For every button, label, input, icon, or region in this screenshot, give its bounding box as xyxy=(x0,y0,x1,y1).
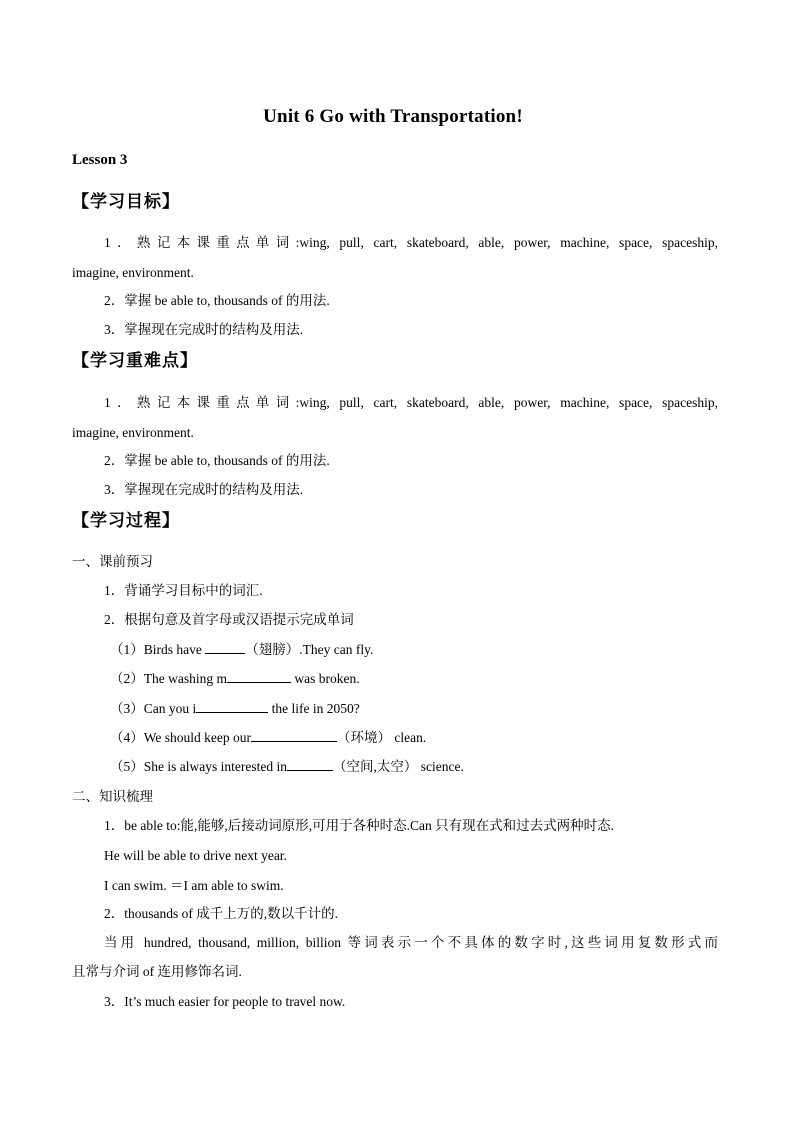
question-2-after: was broken. xyxy=(291,671,360,686)
part1-title: 一、课前预习 xyxy=(72,554,153,569)
part2-title: 二、知识梳理 xyxy=(72,789,153,804)
page-title: Unit 6 Go with Transportation! xyxy=(263,106,523,127)
question-4-blank[interactable] xyxy=(251,728,337,742)
question-4-after: （环境） clean. xyxy=(337,730,427,745)
question-5-after: （空间,太空） science. xyxy=(332,759,464,774)
keypoints-item-2: 2．掌握 be able to, thousands of 的用法. xyxy=(104,453,330,468)
question-2-blank[interactable] xyxy=(227,669,291,683)
question-4 xyxy=(110,728,426,748)
section-heading-goals: 【学习目标】 xyxy=(72,192,180,211)
keypoints-item-3: 3．掌握现在完成时的结构及用法. xyxy=(104,482,304,497)
goals-item-1-line-2: imagine, environment. xyxy=(72,265,194,280)
section-heading-keypoints: 【学习重难点】 xyxy=(72,351,198,370)
question-2 xyxy=(110,669,360,689)
goals-item-1-line-1: 1．熟记本课重点单词:wing, pull, cart, skateboard, able, power, machine, space, spaceship, xyxy=(104,235,718,250)
part1-item-2: 2．根据句意及首字母或汉语提示完成单词 xyxy=(104,612,354,627)
question-3-before: （3）Can you i xyxy=(110,701,197,716)
knowledge-2-note-line-1: 当用 hundred, thousand, million, billion 等词表示一个不具体的数字时,这些词用复数形式而 xyxy=(104,935,718,950)
knowledge-1: 1．be able to:能,能够,后接动词原形,可用于各种时态.Can 只有现在式和过去式两种时态. xyxy=(104,818,614,833)
keypoints-item-1-line-2: imagine, environment. xyxy=(72,425,194,440)
question-3-after: the life in 2050? xyxy=(268,701,360,716)
question-1-after: （翅膀）.They can fly. xyxy=(245,642,374,657)
lesson-label: Lesson 3 xyxy=(72,152,128,168)
knowledge-1-example-2: I can swim. ＝I am able to swim. xyxy=(104,878,284,893)
question-1 xyxy=(110,640,373,660)
knowledge-2: 2．thousands of 成千上万的,数以千计的. xyxy=(104,906,338,921)
knowledge-1-example-1: He will be able to drive next year. xyxy=(104,848,287,863)
knowledge-3: 3．It’s much easier for people to travel now. xyxy=(104,994,346,1009)
goals-item-2: 2．掌握 be able to, thousands of 的用法. xyxy=(104,293,330,308)
question-1-blank[interactable] xyxy=(205,640,245,654)
question-5-before: （5）She is always interested in xyxy=(110,759,287,774)
question-1-before: （1）Birds have xyxy=(110,642,206,657)
question-3-blank[interactable] xyxy=(196,699,268,713)
knowledge-2-note-line-2: 且常与介词 of 连用修饰名词. xyxy=(72,964,242,979)
question-5 xyxy=(110,757,464,777)
section-heading-process: 【学习过程】 xyxy=(72,511,180,530)
question-2-before: （2）The washing m xyxy=(110,671,227,686)
keypoints-item-1-line-1: 1．熟记本课重点单词:wing, pull, cart, skateboard, able, power, machine, space, spaceship, xyxy=(104,395,718,410)
question-5-blank[interactable] xyxy=(287,757,333,771)
goals-item-3: 3．掌握现在完成时的结构及用法. xyxy=(104,322,304,337)
question-3 xyxy=(110,699,360,719)
question-4-before: （4）We should keep our xyxy=(110,730,252,745)
part1-item-1: 1．背诵学习目标中的词汇. xyxy=(104,583,263,598)
